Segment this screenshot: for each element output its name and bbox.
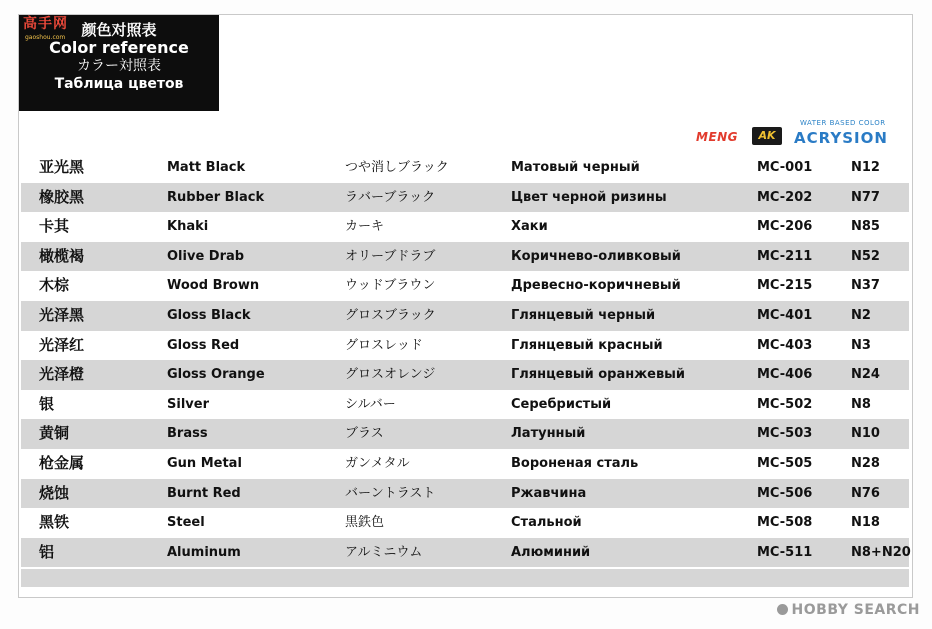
color-name-jp: ガンメタル [345, 455, 410, 471]
color-name-en: Burnt Red [167, 485, 241, 501]
ak-code: N10 [851, 426, 880, 442]
table-row [21, 479, 909, 509]
meng-code: MC-506 [757, 485, 813, 501]
color-name-cn: 橄榄褐 [39, 246, 85, 265]
color-name-en: Gloss Orange [167, 367, 265, 383]
color-name-en: Matt Black [167, 160, 246, 175]
color-name-en: Olive Drab [167, 248, 245, 264]
color-name-cn: 黑铁 [39, 513, 70, 532]
meng-code: MC-505 [757, 455, 813, 471]
color-name-en: Aluminum [167, 544, 241, 560]
ak-code: N28 [851, 455, 880, 471]
color-name-ru: Глянцевый черный [511, 307, 656, 323]
brand-logos [696, 115, 906, 151]
color-name-jp: アルミニウム [345, 544, 423, 560]
table-row [21, 301, 909, 331]
color-name-ru: Серебристый [511, 396, 612, 412]
color-name-jp: ウッドブラウン [345, 278, 436, 294]
ak-code: N8+N20 [851, 544, 911, 560]
table-row [21, 360, 909, 390]
color-name-ru: Цвет черной ризины [511, 189, 667, 205]
color-name-en: Steel [167, 515, 205, 531]
color-name-cn: 卡其 [39, 217, 70, 236]
ak-code: N18 [851, 515, 880, 531]
table-row [21, 508, 909, 538]
meng-code: MC-511 [757, 544, 813, 560]
table-row [21, 183, 909, 213]
color-name-en: Gun Metal [167, 455, 242, 471]
title-en: Color reference [49, 38, 189, 57]
ak-code: N76 [851, 485, 880, 501]
table-row [21, 212, 909, 242]
color-reference-sheet [18, 14, 913, 598]
table-row [21, 390, 909, 420]
ak-code: N52 [851, 248, 880, 264]
hobby-search-logo-icon [777, 604, 788, 615]
color-name-cn: 光泽橙 [39, 365, 85, 384]
ak-code: N8 [851, 396, 871, 412]
color-name-cn: 枪金属 [39, 453, 85, 472]
watermark-text: HOBBY SEARCH [791, 602, 920, 618]
meng-code: MC-508 [757, 515, 813, 531]
acrysion-tagline: WATER BASED COLOR [800, 119, 886, 127]
ak-logo: AK [752, 127, 782, 145]
meng-code: MC-502 [757, 396, 813, 412]
color-table [21, 153, 909, 587]
hobby-search-watermark [777, 602, 920, 618]
color-name-jp: オリーブドラブ [345, 248, 436, 264]
color-name-en: Silver [167, 396, 209, 412]
color-name-ru: Матовый черный [511, 160, 640, 175]
table-row [21, 419, 909, 449]
title-jp: カラー対照表 [77, 58, 161, 74]
meng-code: MC-202 [757, 189, 813, 205]
table-row [21, 153, 909, 183]
acrysion-logo: ACRYSION [794, 129, 888, 147]
meng-code: MC-211 [757, 248, 813, 264]
color-name-cn: 光泽黑 [39, 305, 85, 324]
ak-code: N12 [851, 160, 880, 175]
color-name-cn: 黄铜 [39, 424, 70, 443]
ak-code: N37 [851, 278, 880, 294]
color-name-ru: Алюминий [511, 544, 591, 560]
meng-code: MC-001 [757, 160, 813, 175]
color-name-jp: ブラス [345, 426, 384, 442]
color-name-jp: つや消しブラック [345, 160, 449, 175]
color-name-cn: 木棕 [39, 276, 70, 295]
color-name-ru: Глянцевый красный [511, 337, 663, 353]
color-name-ru: Вороненая сталь [511, 455, 639, 471]
color-name-ru: Ржавчина [511, 485, 587, 501]
site-logo-subtext: gaoshou.com [25, 34, 66, 41]
color-name-jp: グロスオレンジ [345, 367, 436, 383]
title-cn: 颜色对照表 [81, 21, 157, 39]
table-row [21, 271, 909, 301]
color-name-ru: Древесно-коричневый [511, 278, 681, 294]
title-block [19, 15, 219, 111]
color-name-en: Gloss Red [167, 337, 240, 353]
meng-logo: MENG [696, 130, 739, 144]
meng-code: MC-503 [757, 426, 813, 442]
meng-code: MC-403 [757, 337, 813, 353]
color-name-ru: Глянцевый оранжевый [511, 367, 686, 383]
title-ru: Таблица цветов [54, 76, 184, 92]
table-row-blank [21, 569, 909, 587]
color-name-cn: 烧蚀 [39, 483, 70, 502]
meng-code: MC-206 [757, 219, 813, 235]
color-name-en: Rubber Black [167, 189, 265, 205]
color-name-en: Brass [167, 426, 208, 442]
color-name-jp: グロスブラック [345, 307, 436, 323]
ak-code: N24 [851, 367, 880, 383]
color-name-en: Wood Brown [167, 278, 260, 294]
color-name-jp: 黒鉄色 [345, 515, 385, 531]
color-name-jp: シルバー [345, 396, 396, 412]
color-name-jp: バーントラスト [345, 485, 436, 501]
site-logo: 高手网 [23, 16, 68, 32]
color-name-cn: 橡胶黑 [39, 187, 85, 206]
color-name-cn: 银 [39, 394, 55, 413]
ak-code: N85 [851, 219, 880, 235]
color-name-ru: Латунный [511, 426, 586, 442]
ak-code: N2 [851, 307, 871, 323]
color-name-ru: Хаки [511, 219, 548, 235]
color-name-ru: Стальной [511, 515, 582, 531]
color-name-jp: カーキ [345, 219, 385, 235]
table-row [21, 242, 909, 272]
color-name-en: Gloss Black [167, 307, 251, 323]
table-row [21, 331, 909, 361]
table-row [21, 538, 909, 568]
ak-code: N77 [851, 189, 880, 205]
color-name-cn: 光泽红 [39, 335, 85, 354]
color-name-jp: ラバーブラック [345, 189, 436, 205]
color-name-ru: Коричнево-оливковый [511, 248, 681, 264]
color-name-jp: グロスレッド [345, 337, 423, 353]
color-name-en: Khaki [167, 219, 209, 235]
meng-code: MC-406 [757, 367, 813, 383]
table-row [21, 449, 909, 479]
meng-code: MC-401 [757, 307, 813, 323]
color-name-cn: 亚光黑 [39, 158, 85, 176]
meng-code: MC-215 [757, 278, 813, 294]
color-name-cn: 铝 [39, 542, 55, 561]
ak-code: N3 [851, 337, 871, 353]
